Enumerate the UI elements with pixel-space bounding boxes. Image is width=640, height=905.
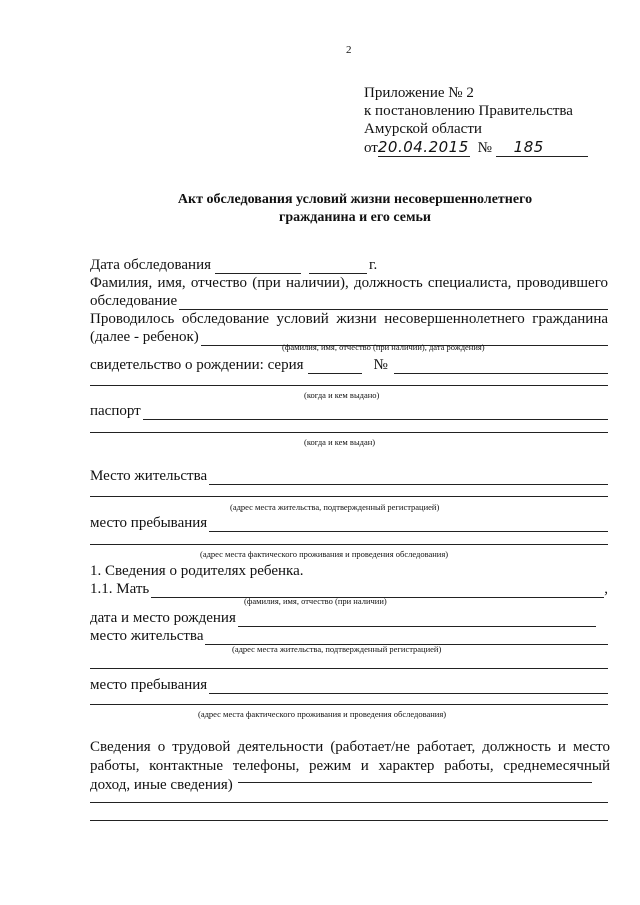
appendix-date-line [364,138,588,157]
document-title [90,191,620,227]
mother-residence-row [90,627,608,645]
mother-residence-blank[interactable] [205,630,608,645]
section-1-heading: 1. Сведения о родителях ребенка. [90,563,304,579]
title-line-1: Акт обследования условий жизни несовершеннолетнего [177,192,533,207]
work-info-line-3[interactable] [90,820,608,821]
birth-cert-row [90,356,608,374]
survey-date-row [90,256,390,274]
work-info-line-2[interactable] [90,802,608,803]
stay-line-2[interactable] [90,544,608,545]
mother-stay-caption: (адрес места фактического проживания и проведения обследования) [198,709,447,719]
specialist-label-1: Фамилия, имя, отчество (при наличии), должность специалиста, проводившего [90,275,608,291]
title-line-2: гражданина и его семьи [279,210,431,225]
birth-place-label: дата и место рождения [90,610,236,626]
appendix-line-2: к постановлению Правительства [364,103,573,119]
appendix-line-3: Амурской области [364,121,482,137]
specialist-label-2: обследование [90,293,178,309]
date-prefix: от [364,140,378,156]
stay-row [90,514,608,532]
conducted-label-1: Проводилось обследование условий жизни несовершеннолетнего гражданина [90,311,608,327]
residence-label: Место жительства [90,468,208,484]
birth-cert-number-label: № [373,357,388,373]
stay-caption: (адрес места фактического проживания и проведения обследования) [200,549,449,559]
survey-date-blank-2[interactable] [309,259,367,274]
survey-date-blank-1[interactable] [215,259,301,274]
page-number: 2 [346,44,352,56]
residence-row [90,467,608,485]
appendix-block [364,84,588,157]
birth-place-blank[interactable] [238,612,596,627]
birth-cert-label: свидетельство о рождении: серия [90,357,304,373]
birth-cert-number-blank[interactable] [394,359,608,374]
passport-blank[interactable] [143,405,608,420]
mother-stay-row [90,676,608,694]
mother-stay-blank[interactable] [209,679,608,694]
stay-label: место пребывания [90,515,208,531]
mother-residence-caption: (адрес места жительства, подтвержденный регистрацией) [232,644,442,654]
birth-place-row [90,609,608,627]
passport-issued-line[interactable] [90,432,608,433]
mother-label: 1.1. Мать [90,581,150,597]
stay-blank[interactable] [209,517,608,532]
passport-caption: (когда и кем выдан) [304,437,376,447]
handwritten-date: 20.04.2015 [377,138,469,156]
mother-caption: (фамилия, имя, отчество (при наличии) [244,596,387,606]
conducted-label-2: (далее - ребенок) [90,329,199,345]
child-caption: (фамилия, имя, отчество (при наличии), дата рождения) [282,342,485,352]
mother-residence-line-2[interactable] [90,668,608,669]
specialist-row [90,292,608,310]
mother-row: 1.1. Мать , [90,581,608,597]
mother-stay-line-2[interactable] [90,704,608,705]
number-prefix: № [477,140,492,156]
residence-caption: (адрес места жительства, подтвержденный регистрацией) [230,502,440,512]
residence-blank[interactable] [209,470,608,485]
mother-stay-label: место пребывания [90,677,208,693]
passport-label: паспорт [90,403,141,419]
birth-cert-issued-line[interactable] [90,385,608,386]
birth-cert-caption: (когда и кем выдано) [304,390,380,400]
handwritten-number: 185 [496,138,588,157]
mother-residence-label: место жительства [90,628,204,644]
appendix-line-1: Приложение № 2 [364,85,474,101]
specialist-blank[interactable] [179,295,608,310]
survey-date-suffix: г. [369,257,378,273]
survey-date-label: Дата обследования [90,257,212,273]
birth-cert-series-blank[interactable] [308,359,362,374]
residence-line-2[interactable] [90,496,608,497]
work-info-blank[interactable] [238,782,592,783]
work-info-text: Сведения о трудовой деятельности (работает/не работает, должность и место работы, контактные телефоны, режим и характер работы, среднемесячный доход, иные сведения) [90,739,610,793]
passport-row [90,402,608,420]
